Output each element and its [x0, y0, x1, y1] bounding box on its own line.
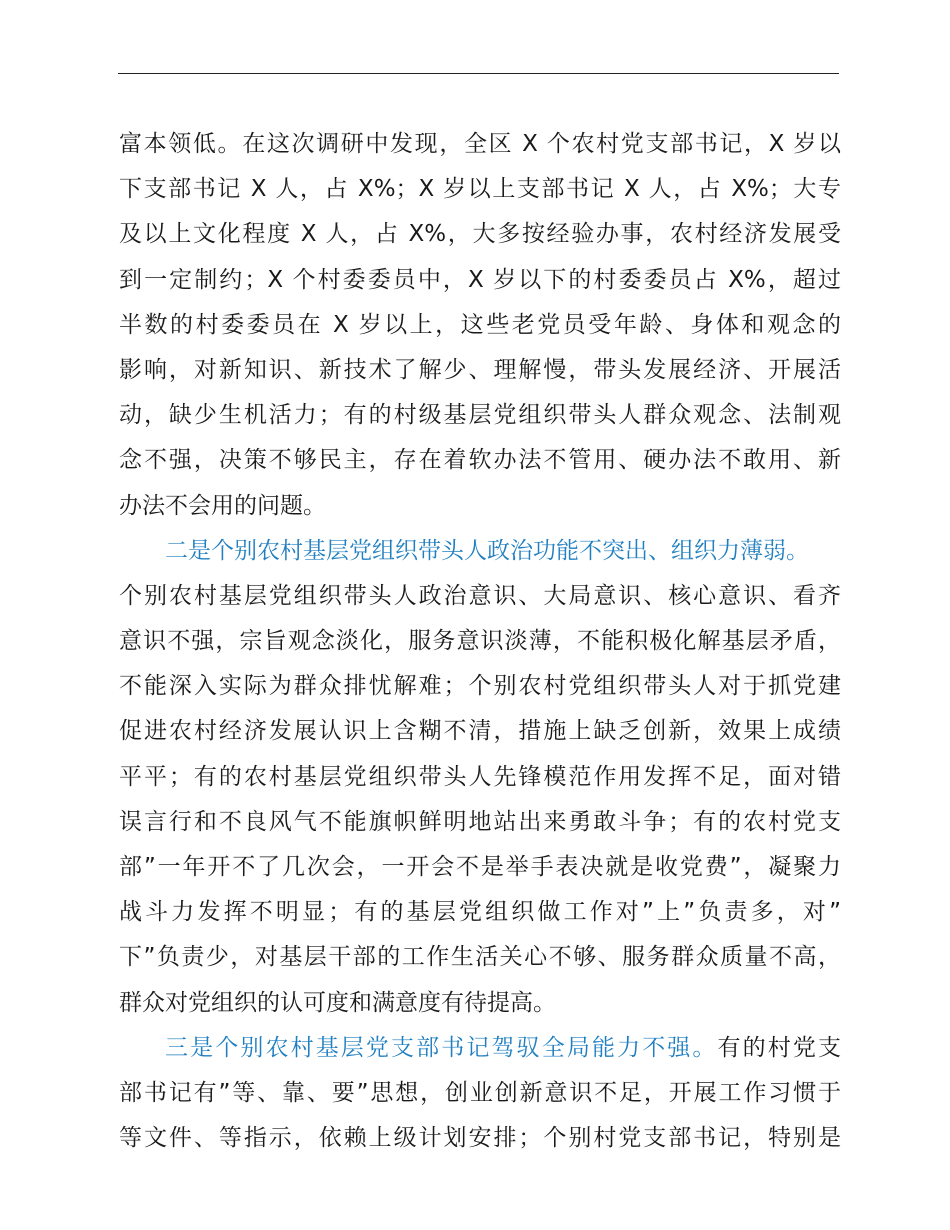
section-heading: 三是个别农村基层党支部书记驾驭全局能力不强。 — [165, 1034, 718, 1061]
text-line: 意识不强，宗旨观念淡化，服务意识淡薄，不能积极化解基层矛盾， — [119, 628, 841, 655]
text-line: 促进农村经济发展认识上含糊不清，措施上缺乏创新，效果上成绩 — [119, 718, 841, 745]
text-line: 到一定制约；X 个村委委员中，X 岁以下的村委委员占 X%，超过 — [119, 266, 841, 293]
text-line: 下支部书记 X 人，占 X%；X 岁以上支部书记 X 人，占 X%；大专 — [119, 176, 841, 203]
paragraph-1 — [119, 122, 841, 529]
text-line: 群众对党组织的认可度和满意度有待提高。 — [119, 989, 556, 1016]
document-body — [119, 122, 841, 1161]
text-line: 不能深入实际为群众排忧解难；个别农村党组织带头人对于抓党建 — [119, 673, 841, 700]
text-line: 平平；有的农村基层党组织带头人先锋模范作用发挥不足，面对错 — [119, 763, 841, 790]
paragraph-2 — [119, 529, 841, 1026]
heading-line — [119, 1026, 841, 1071]
text-line: 下”负责少，对基层干部的工作生活关心不够、服务群众质量不高， — [119, 944, 841, 971]
text-line: 富本领低。在这次调研中发现，全区 X 个农村党支部书记，X 岁以 — [119, 131, 841, 157]
text-line: 误言行和不良风气不能旗帜鲜明地站出来勇敢斗争；有的农村党支 — [119, 808, 841, 835]
text-line: 部书记有”等、靠、要”思想，创业创新意识不足，开展工作习惯于 — [119, 1079, 841, 1106]
text-line: 等文件、等指示，依赖上级计划安排；个别村党支部书记，特别是 — [119, 1125, 841, 1152]
text-line: 部”一年开不了几次会，一开会不是举手表决就是收党费”，凝聚力 — [119, 854, 841, 880]
text-line: 半数的村委委员在 X 岁以上，这些老党员受年龄、身体和观念的 — [119, 311, 841, 338]
text-line: 个别农村基层党组织带头人政治意识、大局意识、核心意识、看齐 — [119, 582, 841, 609]
text-line: 念不强，决策不够民主，存在着软办法不管用、硬办法不敢用、新 — [119, 447, 841, 474]
text-line: 战斗力发挥不明显；有的基层党组织做工作对”上”负责多，对” — [119, 899, 841, 926]
text-line: 动，缺少生机活力；有的村级基层党组织带头人群众观念、法制观 — [119, 402, 841, 429]
text-line: 及以上文化程度 X 人，占 X%，大多按经验办事，农村经济发展受 — [119, 221, 841, 248]
header-rule — [118, 73, 839, 74]
heading-tail-text: 有的村党支 — [717, 1034, 842, 1061]
text-line: 影响，对新知识、新技术了解少、理解慢，带头发展经济、开展活 — [119, 356, 841, 383]
text-line: 办法不会用的问题。 — [119, 492, 326, 519]
section-heading: 二是个别农村基层党组织带头人政治功能不突出、组织力薄弱。 — [165, 537, 809, 564]
paragraph-3 — [119, 1026, 841, 1162]
